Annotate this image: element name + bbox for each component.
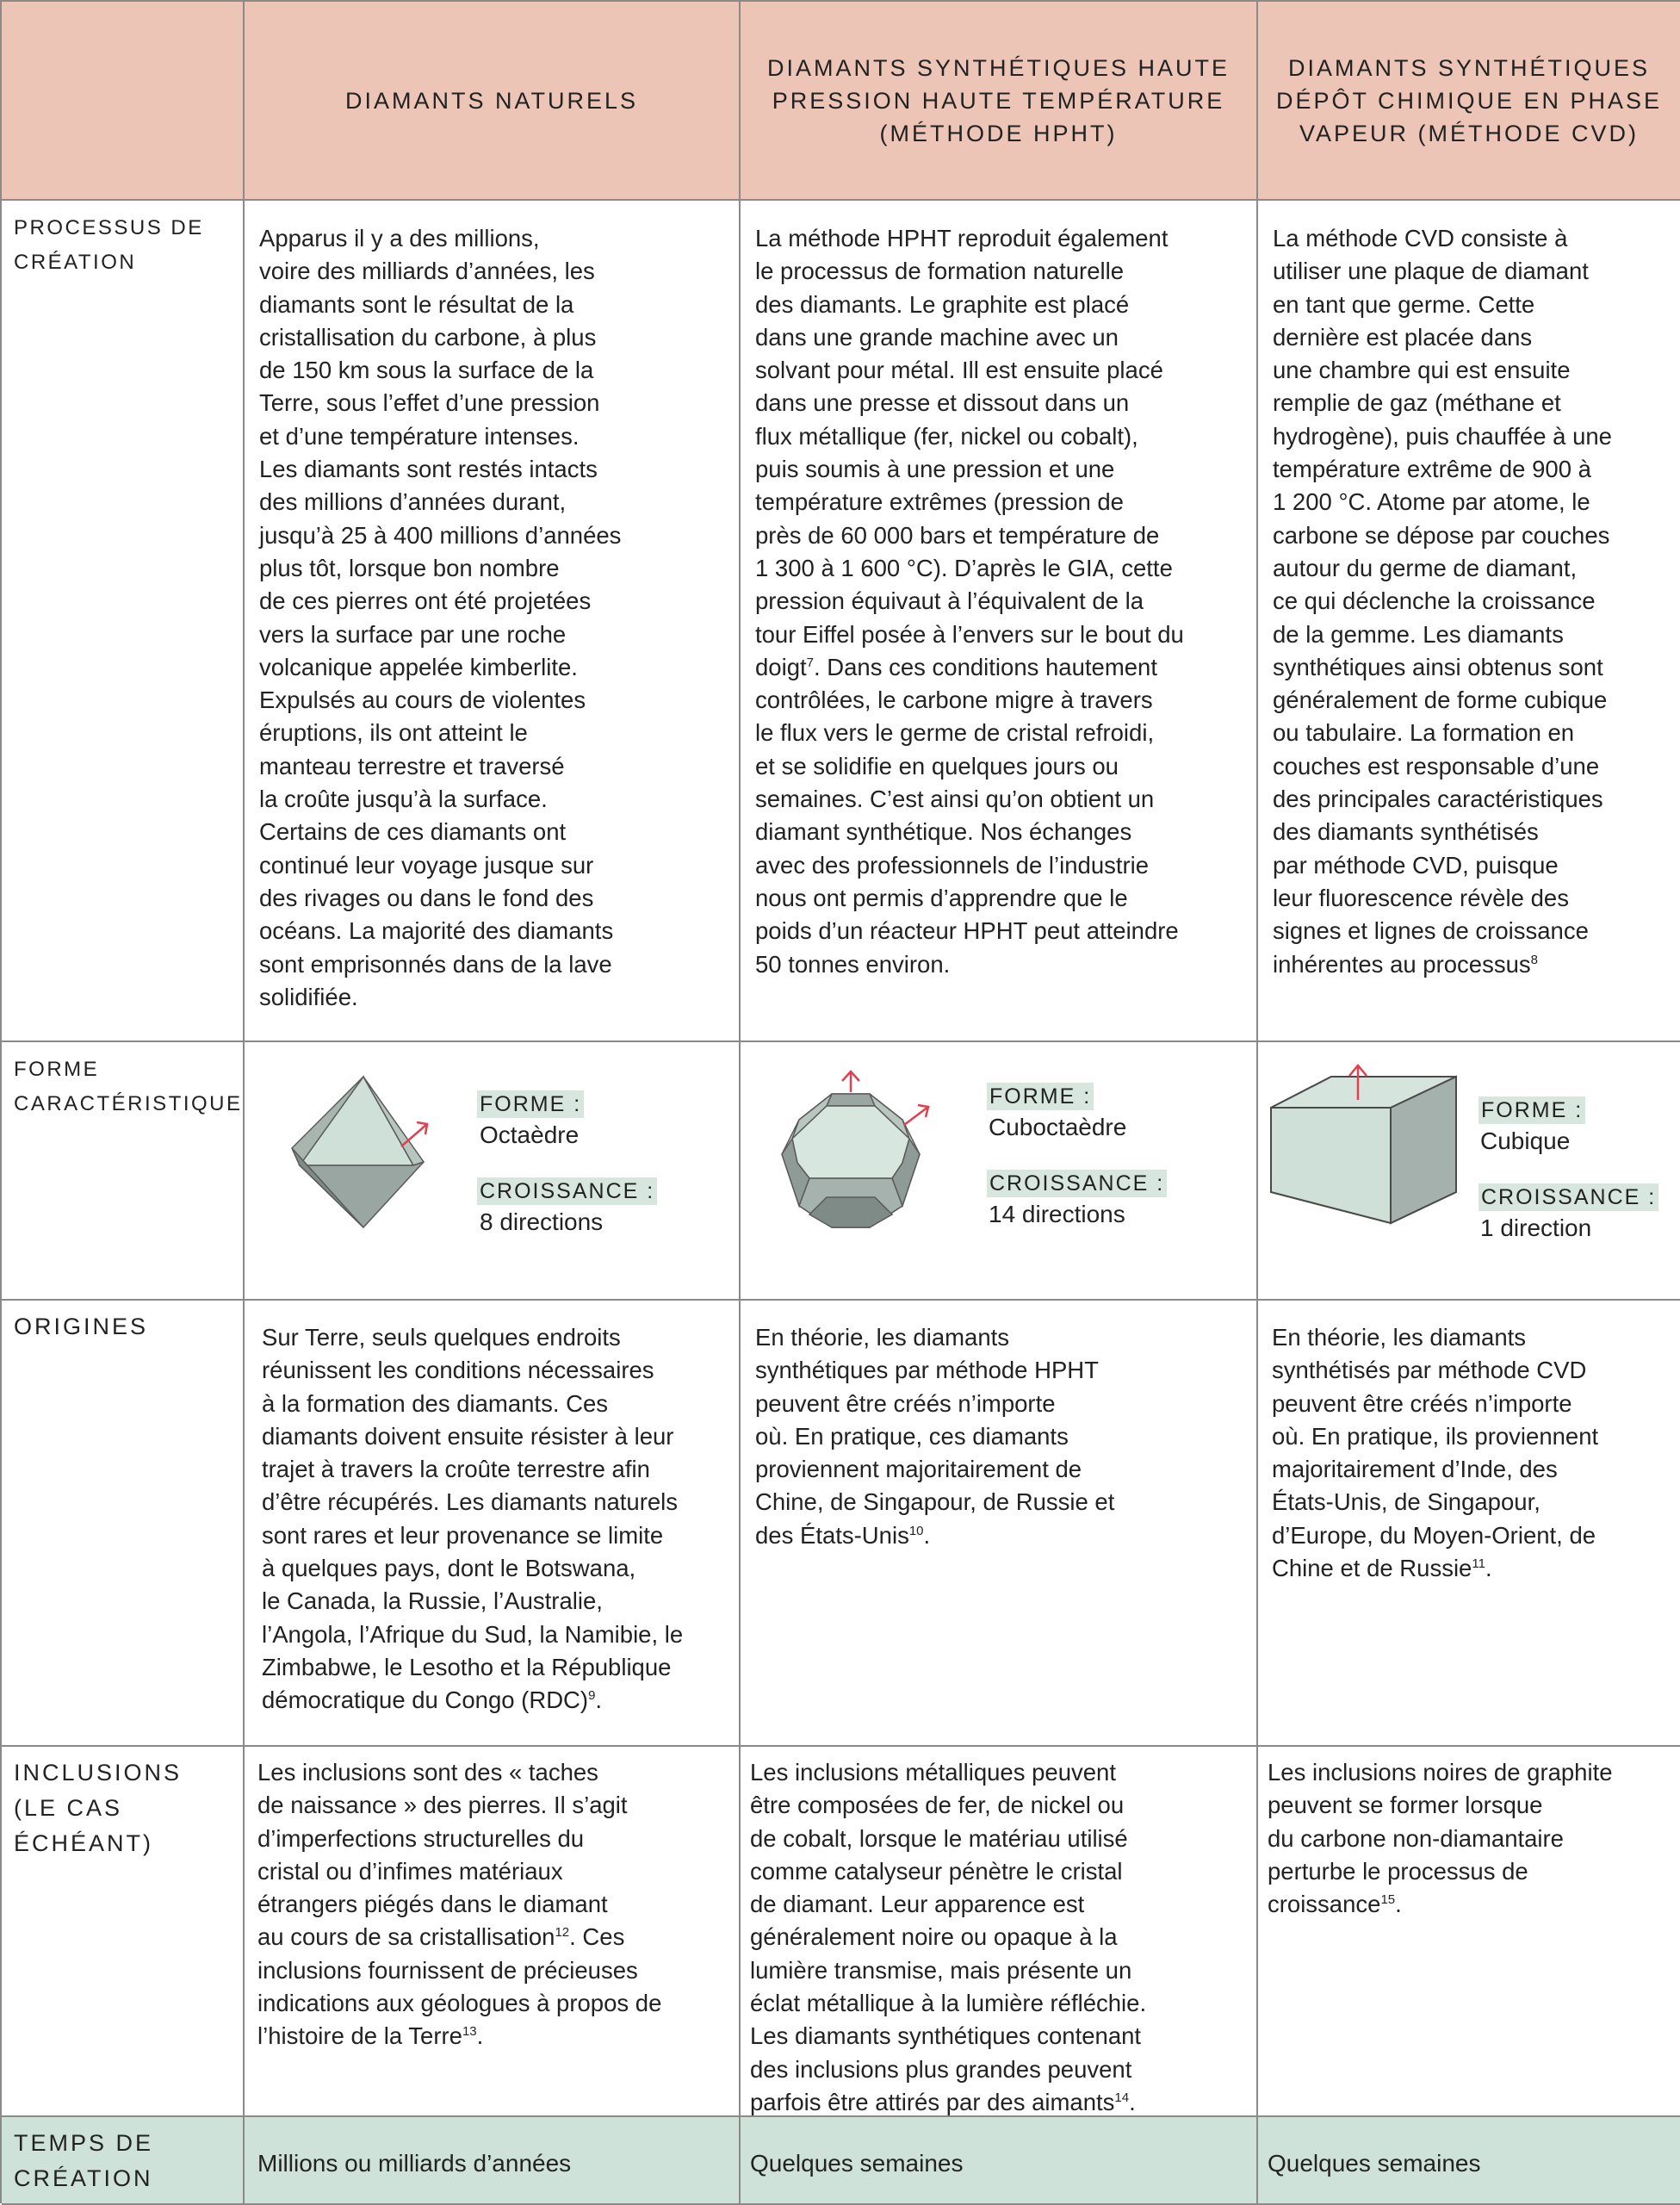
forme-cvd-cell <box>1258 1042 1680 1301</box>
origines-cvd-text: En théorie, les diamants synthétisés par méthode CVD peuvent être créés n’importe où. En pratique, ils proviennent majoritairement d’Inde, des États-Unis, de Singapour, d’Europe, du Moyen-Orient, de Chine et de Russie$^{11}$. <box>1272 1324 1599 1582</box>
footnote-12: 12 <box>555 1925 570 1941</box>
header-hpht-label: DIAMANTS SYNTHÉTIQUES HAUTE PRESSION HAUTE TEMPÉRATURE (MÉTHODE HPHT) <box>766 54 1231 146</box>
footnote-11: 11 <box>1472 1556 1485 1571</box>
temps-hpht-text: Quelques semaines <box>750 2150 964 2177</box>
temps-natural-cell <box>245 2117 741 2205</box>
processus-cvd-text: La méthode CVD consiste à utiliser une plaque de diamant en tant que germe. Cette dernière est placée dans une chambre qui est ensuite remplie de gaz (méthane et hydrogène), puis chauffée à une température extrême de 900 à 1 200 °C. Atome par atome, le carbone se dépose par couches autour du germe de diamant, ce qui déclenche la croissance de la gemme. Les diamants synthétiques ainsi obtenus sont généralement de forme cubique ou tabulaire. La formation en couches est responsable d’une des principales caractéristiques des diamants synthétisés par méthode CVD, puisque leur fluorescence révèle des signes et lignes de croissance inhérentes au processus$^8$ <box>1273 225 1612 978</box>
footnote-13: 13 <box>462 2024 477 2040</box>
processus-cvd-cell <box>1258 201 1680 1042</box>
origines-hpht-text: En théorie, les diamants synthétiques par méthode HPHT peuvent être créés n’importe où. En pratique, ces diamants proviennent majoritairement de Chine, de Singapour, de Russie et des États-Unis$^{10}$. <box>755 1324 1115 1549</box>
inclusions-hpht-text: Les inclusions métalliques peuvent être composées de fer, de nickel ou de cobalt, lorsque le matériau utilisé comme catalyseur pénètre le cristal de diamant. Leur apparence est généralement noire ou opaque à la lumière transmise, mais présente un éclat métallique à la lumière réfléchie. Les diamants synthétiques contenant des inclusions plus grandes peuvent parfois être attirés par des aimants$^{14}$. <box>750 1759 1147 2115</box>
row-label-temps <box>2 2117 245 2205</box>
inclusions-cvd-text: Les inclusions noires de graphite peuvent se former lorsque du carbone non-diamantaire perturbe le processus de croissance$^{15}$. <box>1268 1759 1613 1918</box>
row-label-origines-text: ORIGINES <box>14 1314 149 1339</box>
temps-natural-text: Millions ou milliards d’années <box>257 2150 572 2177</box>
row-label-inclusions-text: INCLUSIONS (LE CAS ÉCHÉANT) <box>14 1760 183 1856</box>
temps-hpht-cell <box>741 2117 1258 2205</box>
forme-natural-cell <box>245 1042 741 1301</box>
row-label-temps-text: TEMPS DE CRÉATION <box>14 2130 154 2191</box>
inclusions-cvd-cell <box>1258 1747 1680 2117</box>
octahedron-icon <box>281 1072 444 1236</box>
processus-hpht-cell <box>741 201 1258 1042</box>
origines-cvd-cell <box>1258 1301 1680 1747</box>
cuboctahedron-icon <box>773 1068 945 1240</box>
footnote-15: 15 <box>1380 1892 1396 1908</box>
inclusions-hpht-cell <box>741 1747 1258 2117</box>
header-cvd <box>1258 2 1680 201</box>
row-label-origines <box>2 1301 245 1747</box>
croissance-tag-cvd: CROISSANCE : <box>1479 1183 1658 1211</box>
forme-tag-natural: FORME : <box>477 1090 584 1118</box>
forme-tag-hpht: FORME : <box>987 1083 1094 1110</box>
origines-natural-text: Sur Terre, seuls quelques endroits réunissent les conditions nécessaires à la formation des diamants. Ces diamants doivent ensuite résister à leur trajet à travers la croûte terrestre afin d’être récupérés. Les diamants naturels sont rares et leur provenance se limite à quelques pays, dont le Botswana, le Canada, la Russie, l’Australie, l’Angola, l’Afrique du Sud, la Namibie, le Zimbabwe, le Lesotho et la République démocratique du Congo (RDC)$^9$. <box>262 1324 684 1714</box>
temps-cvd-text: Quelques semaines <box>1268 2150 1481 2177</box>
croissance-tag-hpht: CROISSANCE : <box>987 1170 1167 1197</box>
row-label-forme-text: FORME CARACTÉRISTIQUE <box>14 1058 243 1115</box>
growth-cvd: 1 direction <box>1480 1214 1592 1241</box>
header-cvd-label: DIAMANTS SYNTHÉTIQUES DÉPÔT CHIMIQUE EN PHASE VAPEUR (MÉTHODE CVD) <box>1275 54 1663 146</box>
row-label-forme <box>2 1042 245 1301</box>
shape-natural: Octaèdre <box>480 1121 580 1148</box>
forme-hpht-cell <box>741 1042 1258 1301</box>
growth-hpht: 14 directions <box>989 1201 1125 1227</box>
footnote-9: 9 <box>588 1688 596 1704</box>
footnote-8: 8 <box>1530 952 1538 967</box>
origines-natural-cell <box>245 1301 741 1747</box>
forme-tag-cvd: FORME : <box>1479 1096 1585 1124</box>
row-label-processus <box>2 201 245 1042</box>
header-hpht <box>741 2 1258 201</box>
croissance-tag-natural: CROISSANCE : <box>477 1177 657 1205</box>
footnote-7: 7 <box>806 655 814 670</box>
inclusions-natural-cell <box>245 1747 741 2117</box>
row-label-processus-text: PROCESSUS DE CRÉATION <box>14 216 204 274</box>
shape-cvd: Cubique <box>1480 1127 1571 1154</box>
processus-natural-cell <box>245 201 741 1042</box>
row-label-inclusions <box>2 1747 245 2117</box>
origines-hpht-cell <box>741 1301 1258 1747</box>
shape-hpht: Cuboctaèdre <box>989 1114 1127 1140</box>
footnote-10: 10 <box>908 1523 924 1538</box>
processus-hpht-text: La méthode HPHT reproduit également le processus de formation naturelle des diamants. Le graphite est placé dans une grande machine avec un solvant pour métal. Ill est ensuite placé dans une presse et dissout dans un flux métallique (fer, nickel ou cobalt), puis soumis à une pression et une température extrêmes (pression de près de 60 000 bars et température de 1 300 à 1 600 °C). D’après le GIA, cette pression équivaut à l’équivalent de la tour Eiffel posée à l’envers sur le bout du doigt$^7$. Dans ces conditions hautement contrôlées, le carbone migre à travers le flux vers le germe de cristal refroidi, et se solidifie en quelques jours ou semaines. C’est ainsi qu’on obtient un diamant synthétique. Nos échanges avec des professionnels de l’industrie nous ont permis d’apprendre que le poids d’un réacteur HPHT peut atteindre 50 tonnes environ. <box>755 225 1184 978</box>
header-blank <box>2 2 245 201</box>
header-natural <box>245 2 741 201</box>
inclusions-natural-text: Les inclusions sont des « taches de naissance » des pierres. Il s’agit d’imperfections structurelles du cristal ou d’infimes matériaux étrangers piégés dans le diamant au cours de sa cristallisation$^{12}$. Ces inclusions fournissent de précieuses indications aux géologues à propos de l’histoire de la Terre$^{13}$. <box>257 1759 662 2050</box>
temps-cvd-cell <box>1258 2117 1680 2205</box>
header-natural-label: DIAMANTS NATURELS <box>344 87 639 114</box>
footnote-14: 14 <box>1114 2090 1130 2105</box>
cube-icon <box>1267 1064 1473 1262</box>
growth-natural: 8 directions <box>480 1208 604 1235</box>
processus-natural-text: Apparus il y a des millions, voire des milliards d’années, les diamants sont le résultat de la cristallisation du carbone, à plus de 150 km sous la surface de la Terre, sous l’effet d’une pression et d’une température intenses. Les diamants sont restés intacts des millions d’années durant, jusqu’à 25 à 400 millions d’années plus tôt, lorsque bon nombre de ces pierres ont été projetées vers la surface par une roche volcanique appelée kimberlite. Expulsés au cours de violentes éruptions, ils ont atteint le manteau terrestre et traversé la croûte jusqu’à la surface. Certains de ces diamants ont continué leur voyage jusque sur des rivages ou dans le fond des océans. La majorité des diamants sont emprisonnés dans de la lave solidifiée. <box>259 225 622 1010</box>
